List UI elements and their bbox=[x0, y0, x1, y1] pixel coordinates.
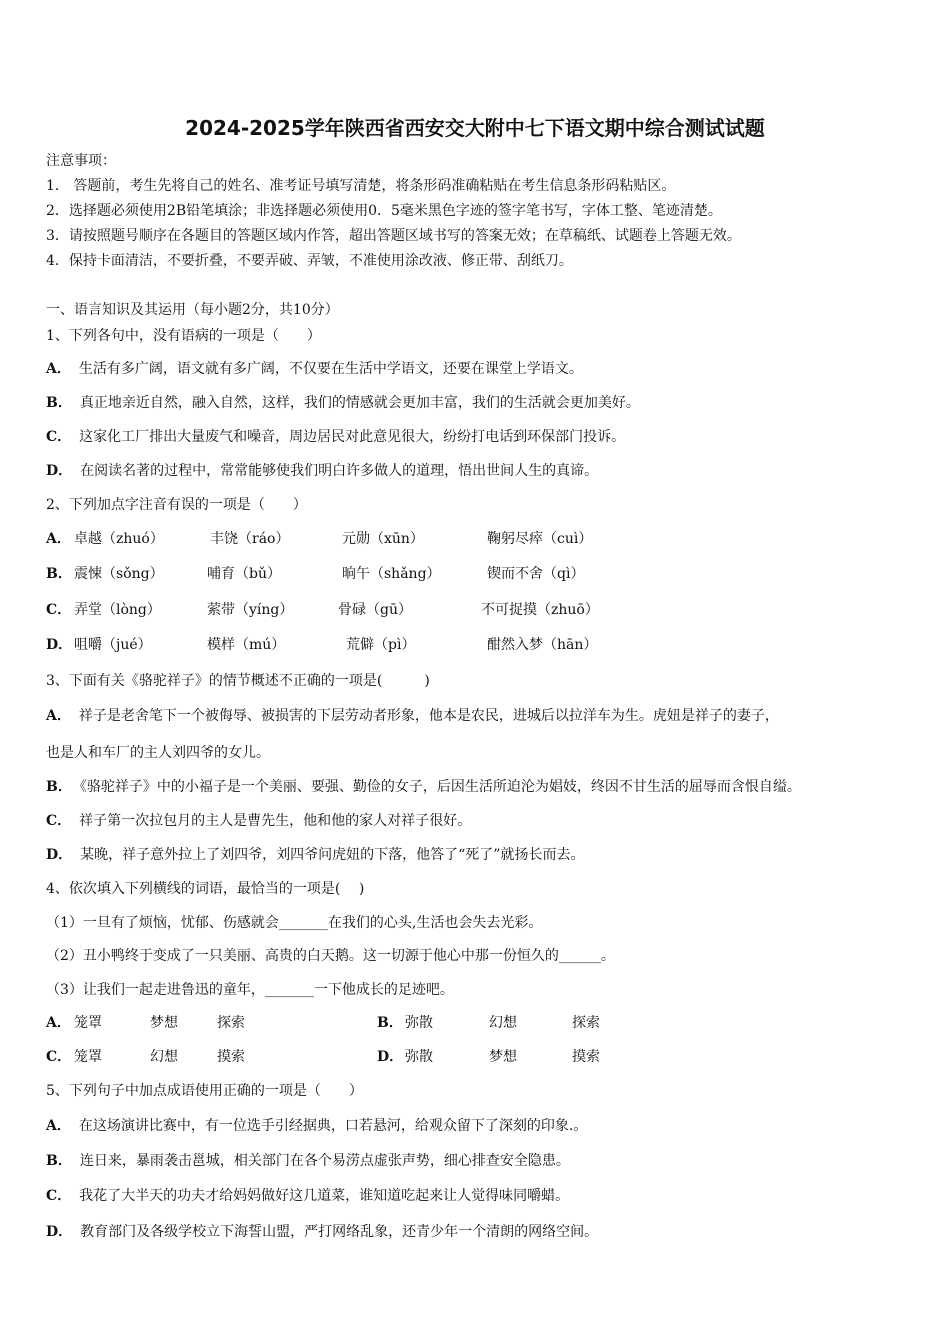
option-text: 教育部门及各级学校立下海誓山盟，严打网络乱象，还青少年一个清朗的网络空间。 bbox=[80, 1224, 599, 1240]
option-text: 真正地亲近自然，融入自然，这样，我们的情感就会更加丰富，我们的生活就会更加美好。 bbox=[79, 395, 640, 411]
notice-item: 4．保持卡面清洁，不要折叠，不要弄破、弄皱，不准使用涂改液、修正带、刮纸刀。 bbox=[46, 253, 573, 269]
q1-option-a bbox=[46, 360, 583, 378]
q4-word: 梦想 bbox=[489, 1049, 517, 1065]
option-letter: C． bbox=[46, 1188, 72, 1204]
q1-option-b bbox=[46, 394, 640, 412]
q2-row-a-letter: A． bbox=[46, 531, 71, 547]
q2-item: 咀嚼（jué） bbox=[74, 637, 152, 653]
option-text: 这家化工厂排出大量废气和噪音，周边居民对此意见很大，纷纷打电话到环保部门投诉。 bbox=[79, 429, 626, 445]
q2-item: 荒僻（pì） bbox=[346, 637, 416, 653]
q5-option-d bbox=[46, 1223, 598, 1241]
q4-option-c-letter: C． bbox=[46, 1049, 72, 1065]
option-letter: D． bbox=[46, 847, 73, 863]
q4-blank-3: （3）让我们一起走进鲁迅的童年，_______一下他成长的足迹吧。 bbox=[46, 982, 454, 998]
option-text: 生活有多广阔，语文就有多广阔，不仅要在生活中学语文，还要在课堂上学语文。 bbox=[78, 361, 583, 377]
question-1-stem: 1、下列各句中，没有语病的一项是（ ） bbox=[46, 328, 321, 344]
option-letter: B． bbox=[46, 395, 72, 411]
question-5-stem: 5、下列句子中加点成语使用正确的一项是（ ） bbox=[46, 1083, 363, 1099]
q3-option-c bbox=[46, 812, 471, 830]
q5-option-a bbox=[46, 1117, 587, 1135]
q2-item: 震悚（sǒng） bbox=[74, 566, 164, 582]
notice-item: 2．选择题必须使用2B铅笔填涂；非选择题必须使用0．5毫米黑色字迹的签字笔书写，字体工整、笔迹清楚。 bbox=[46, 203, 722, 219]
q3-option-a-continued bbox=[46, 744, 270, 762]
q4-option-b-letter: B． bbox=[377, 1015, 403, 1031]
q4-blank-2: （2）丑小鸭终于变成了一只美丽、高贵的白天鹅。这一切源于他心中那一份恒久的______。 bbox=[46, 948, 615, 964]
page-title: 2024-2025学年陕西省西安交大附中七下语文期中综合测试试题 bbox=[185, 116, 765, 140]
option-text: 某晚，祥子意外拉上了刘四爷，刘四爷问虎妞的下落，他答了“死了”就扬长而去。 bbox=[80, 847, 585, 863]
q1-option-c bbox=[46, 428, 625, 446]
question-2-stem: 2、下列加点字注音有误的一项是（ ） bbox=[46, 497, 307, 513]
option-text: 《骆驼祥子》中的小福子是一个美丽、要强、勤俭的女子，后因生活所迫沦为娼妓，终因不甘生活的屈辱而含恨自缢。 bbox=[79, 779, 801, 795]
option-letter: A． bbox=[46, 1118, 71, 1134]
option-letter: D． bbox=[46, 463, 73, 479]
question-3-stem: 3、下面有关《骆驼祥子》的情节概述不正确的一项是( ) bbox=[46, 673, 430, 689]
option-letter: D． bbox=[46, 1224, 73, 1240]
q4-word: 弥散 bbox=[405, 1015, 433, 1031]
notice-heading: 注意事项： bbox=[46, 153, 116, 169]
option-text: 祥子第一次拉包月的主人是曹先生，他和他的家人对祥子很好。 bbox=[79, 813, 472, 829]
q2-item: 萦带（yíng） bbox=[207, 602, 294, 618]
q4-word: 幻想 bbox=[489, 1015, 517, 1031]
q2-row-c-letter: C． bbox=[46, 602, 72, 618]
q2-item: 不可捉摸（zhuō） bbox=[481, 602, 599, 618]
q2-item: 鞠躬尽瘁（cuì） bbox=[487, 531, 593, 547]
q2-row-b-letter: B． bbox=[46, 566, 72, 582]
section-heading: 一、语言知识及其运用（每小题2分，共10分） bbox=[46, 302, 339, 318]
option-text: 连日来，暴雨袭击邕城，相关部门在各个易涝点虚张声势，细心排查安全隐患。 bbox=[79, 1153, 570, 1169]
q4-word: 探索 bbox=[217, 1015, 245, 1031]
option-text: 在阅读名著的过程中，常常能够使我们明白许多做人的道理，悟出世间人生的真谛。 bbox=[80, 463, 599, 479]
q4-word: 摸索 bbox=[572, 1049, 600, 1065]
q2-item: 哺育（bǔ） bbox=[207, 566, 281, 582]
option-text: 祥子是老舍笔下一个被侮辱、被损害的下层劳动者形象，他本是农民，进城后以拉洋车为生。虎妞是祥子的妻子， bbox=[78, 708, 779, 724]
q4-word: 摸索 bbox=[217, 1049, 245, 1065]
notice-item: 1． 答题前，考生先将自己的姓名、准考证号填写清楚，将条形码准确粘贴在考生信息条形码粘贴区。 bbox=[46, 178, 676, 194]
q4-option-a-letter: A． bbox=[46, 1015, 71, 1031]
q2-row-d-letter: D． bbox=[46, 637, 73, 653]
q5-option-b bbox=[46, 1152, 570, 1170]
q2-item: 锲而不舍（qì） bbox=[487, 566, 585, 582]
option-text: 在这场演讲比赛中，有一位选手引经据典，口若悬河，给观众留下了深刻的印象.。 bbox=[78, 1118, 588, 1134]
q2-item: 元勋（xūn） bbox=[342, 531, 424, 547]
option-text: 也是人和车厂的主人刘四爷的女儿。 bbox=[46, 745, 270, 761]
notice-item: 3．请按照题号顺序在各题目的答题区域内作答，超出答题区域书写的答案无效；在草稿纸、试题卷上答题无效。 bbox=[46, 228, 741, 244]
option-letter: A． bbox=[46, 361, 71, 377]
q3-option-b bbox=[46, 778, 801, 796]
q4-option-d-letter: D． bbox=[377, 1049, 404, 1065]
q2-item: 卓越（zhuó） bbox=[74, 531, 164, 547]
q4-word: 幻想 bbox=[150, 1049, 178, 1065]
q4-blank-1: （1）一旦有了烦恼，忧郁、伤感就会_______在我们的心头,生活也会失去光彩。 bbox=[46, 915, 543, 931]
q4-word: 笼罩 bbox=[74, 1015, 102, 1031]
q2-item: 丰饶（ráo） bbox=[210, 531, 290, 547]
q4-word: 梦想 bbox=[150, 1015, 178, 1031]
option-letter: C． bbox=[46, 429, 72, 445]
q3-option-a bbox=[46, 707, 779, 725]
option-letter: A． bbox=[46, 708, 71, 724]
option-letter: C． bbox=[46, 813, 72, 829]
q4-word: 弥散 bbox=[405, 1049, 433, 1065]
q4-word: 探索 bbox=[572, 1015, 600, 1031]
q2-item: 模样（mú） bbox=[207, 637, 286, 653]
q4-word: 笼罩 bbox=[74, 1049, 102, 1065]
option-letter: B． bbox=[46, 1153, 72, 1169]
q2-item: 弄堂（lòng） bbox=[74, 602, 161, 618]
q2-item: 晌午（shǎng） bbox=[342, 566, 441, 582]
q3-option-d bbox=[46, 846, 584, 864]
option-text: 我花了大半天的功夫才给妈妈做好这几道菜，谁知道吃起来让人觉得味同嚼蜡。 bbox=[79, 1188, 570, 1204]
q1-option-d bbox=[46, 462, 598, 480]
q2-item: 酣然入梦（hān） bbox=[487, 637, 598, 653]
q5-option-c bbox=[46, 1187, 569, 1205]
q2-item: 骨碌（gū） bbox=[338, 602, 412, 618]
question-4-stem: 4、依次填入下列横线的词语，最恰当的一项是( ) bbox=[46, 881, 365, 897]
option-letter: B． bbox=[46, 779, 72, 795]
